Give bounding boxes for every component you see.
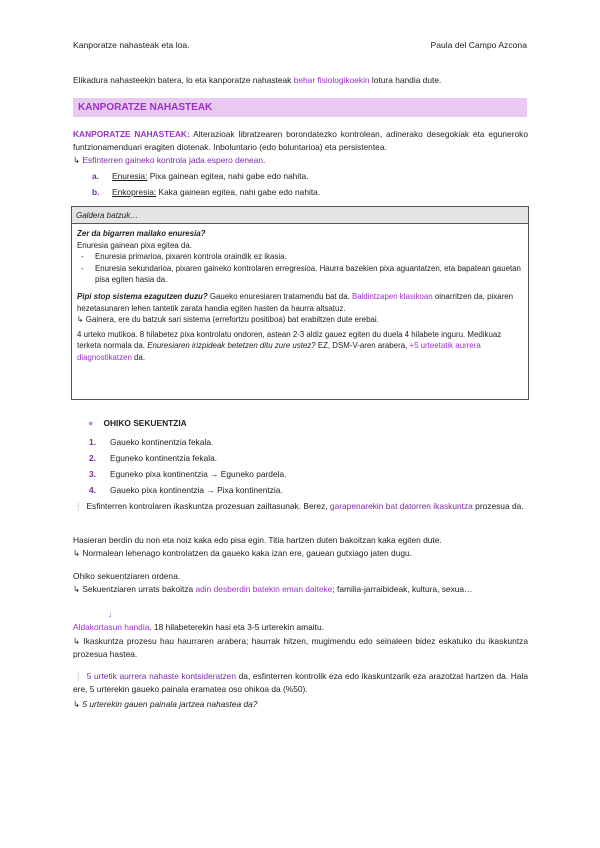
- section-heading: KANPORATZE NAHASTEAK: [73, 98, 527, 117]
- type-name: Enkopresia:: [112, 187, 157, 197]
- type-desc: Kaka gainean egitea, nahi gabe edo nahita.: [156, 187, 321, 197]
- arrow-glyph: ↳: [73, 155, 83, 165]
- paragraph-text-end: prozesua da.: [472, 501, 524, 511]
- case-highlight: +5 urteetatik aurrera diagnostikatzen: [77, 341, 481, 362]
- type-label: b.: [92, 187, 100, 197]
- definition-term: KANPORATZE NAHASTEAK:: [73, 129, 190, 139]
- paragraph-text-end: ; familia-jarraibideak, kultura, sexua…: [332, 583, 473, 594]
- question-2-text-end: oinarritzen da, pixaren hezetasunaren lehen tantetik zarata handia egiten hasten da haurra altsatuz.: [77, 291, 513, 313]
- paragraph-highlight: adin desberdin batekin eman daiteke: [195, 583, 333, 594]
- paragraph-note: ↳ Normalean lehenago kontrolatzen da gaueko kaka izan ere, gauean gutxiago jaten dugu.: [73, 547, 412, 558]
- questions-box-title: Galdera batzuk…: [72, 207, 528, 224]
- exclamation-icon: ❕: [73, 501, 84, 511]
- question-2-highlight: Baldintzapen klasikoan: [351, 291, 433, 301]
- type-desc: Pixa gainean egitea, nahi gabe edo nahita.: [147, 171, 309, 181]
- list-item-text: Enuresia primarioa, pixaren kontrola oraindik ez ikasia.: [95, 252, 287, 262]
- questions-box: [71, 206, 529, 400]
- sequence-number: 4.: [89, 485, 96, 495]
- bullet-icon: ●: [88, 418, 94, 428]
- order-paragraph: [73, 570, 528, 596]
- sequence-heading: [88, 418, 187, 428]
- case-end: da.: [131, 352, 146, 362]
- question-2: Pipi stop sistema ezagutzen duzu?: [77, 291, 208, 301]
- paragraph-text: da, esfinterren kontrolik eza edo ikaskuntzarik eza arazotzat hartzen da. Hala ere, 5 urterekin gaueko painala eramatea oso ohikoa da (%50).: [73, 671, 528, 694]
- paragraph-text: ↳ Sekuentziaren urrats bakoitza: [73, 583, 196, 594]
- variability-paragraph: [73, 621, 528, 634]
- sequence-item: [89, 469, 489, 479]
- paragraph-text: Hasieran berdin du non eta noiz kaka edo pisa egin. Titia hartzen duten bakoitzan kaka egiten dute.: [73, 535, 442, 545]
- list-item: - Enuresia primarioa, pixaren kontrola oraindik ez ikasia.: [81, 252, 287, 262]
- intro-highlight: behar fisiologikoekin: [293, 75, 370, 85]
- type-item-enuresia: [92, 171, 512, 181]
- down-arrow-icon: ↓: [108, 609, 113, 619]
- paragraph-title: Ohiko sekuentziaren ordena.: [73, 571, 181, 581]
- paragraph-highlight: 5 urtetik aurrera nahaste kontsideratzen: [86, 671, 236, 681]
- definition-text: Alterazioak libratzearen borondatezko kontrolean, adinerako desegokiak eta eguneroko funtzionamenduari eragiten diotenak. Inboluntario (edo boluntarioa) eta persistentea.: [73, 129, 528, 152]
- list-item: - Enuresia sekundarioa, pixaren gaineko kontrolaren erregresioa. Haurra bazekien pixa aguantatzen, eta bapatean gauetan pisa egiten hasia da.: [81, 263, 521, 285]
- question-2-note: ↳ Gainera, ere du batzuk sari sistema (errefortzu positiboa) bat erabiltzen dute erebai.: [77, 315, 379, 325]
- question-1-answer: Enuresia gainean pixa egitea da.: [77, 240, 192, 250]
- sequence-item: [89, 453, 489, 463]
- exclamation-icon: ❕: [73, 671, 84, 681]
- sequence-text: Eguneko pixa kontinentzia → Eguneko pardela.: [110, 469, 287, 479]
- beginning-paragraph: [73, 534, 528, 560]
- sequence-text: Gaueko pixa kontinentzia → Pixa kontinentzia.: [110, 485, 283, 495]
- paragraph-text: 18 hilabeterekin hasi eta 3-5 urterekin amaitu.: [151, 622, 324, 632]
- sphincter-note-text: Esfinterren gaineko kontrola jada espero denean: [82, 155, 264, 165]
- intro-text: Elikadura nahasteekin batera, lo eta kanporatze nahasteak: [73, 75, 294, 85]
- process-paragraph: ↳ Ikaskuntza prozesu hau haurraren arabera; haurrak hitzen, mugimendu edo seinaleen bidez eskatuko du ikaskuntza prozesua hastea.: [73, 636, 528, 659]
- sequence-title: OHIKO SEKUENTZIA: [103, 418, 187, 428]
- list-item-text: Enuresia sekundarioa, pixaren gaineko kontrolaren erregresioa. Haurra bazekien pixa aguantatzen, eta bapatean gauetan pisa egiten hasia da.: [95, 263, 521, 285]
- header-title: Kanporatze nahasteak eta loa.: [73, 40, 190, 50]
- sphincter-note-end: .: [263, 155, 266, 165]
- sequence-number: 3.: [89, 469, 96, 479]
- type-label: a.: [92, 171, 99, 181]
- definition-paragraph: [73, 128, 528, 153]
- paragraph-text: Esfinterren kontrolaren ikaskuntza prozesuan zailtasunak. Berez,: [86, 501, 330, 511]
- sequence-text: Gaueko kontinentzia fekala.: [110, 437, 214, 447]
- question-2-text: Gaueko enuresiaren tratamendu bat da.: [207, 291, 352, 301]
- learning-paragraph: [73, 500, 528, 513]
- type-name: Enuresia:: [112, 171, 148, 181]
- sequence-item: [89, 485, 489, 495]
- header-author: Paula del Campo Azcona: [430, 40, 527, 50]
- type-item-enkopresia: [92, 187, 512, 197]
- sequence-number: 1.: [89, 437, 96, 447]
- questions-box-body: [72, 224, 528, 371]
- question-1: Zer da bigarren mailako enuresia?: [77, 229, 206, 238]
- sequence-text: Eguneko kontinentzia fekala.: [110, 453, 218, 463]
- sequence-number: 2.: [89, 453, 96, 463]
- final-question: ↳ 5 urterekin gauen painala jartzea nahastea da?: [73, 699, 258, 709]
- case-answer: EZ, DSM-V-aren arabera,: [315, 341, 410, 351]
- paragraph-highlight: Aldakortasun handia,: [73, 622, 152, 632]
- sequence-item: [89, 437, 489, 447]
- question-2-paragraph: [77, 291, 523, 326]
- five-years-paragraph: [73, 670, 528, 696]
- sphincter-note: [73, 155, 528, 165]
- intro-text-end: lotura handia dute.: [369, 75, 442, 85]
- case-paragraph: [77, 329, 523, 364]
- paragraph-highlight: garapenarekin bat datorren ikaskuntza: [329, 501, 473, 511]
- case-text: 4 urteko mutikoa. 8 hilabetez pixa kontrolatu ondoren, astean 2-3 aldiz gauez egiten du duela 4 hilabete inguru. Medikuaz terketa normala da.: [77, 329, 502, 351]
- case-question: Enuresiaren irizpideak betetzen ditu zure ustez?: [147, 341, 316, 351]
- intro-paragraph: [73, 75, 533, 85]
